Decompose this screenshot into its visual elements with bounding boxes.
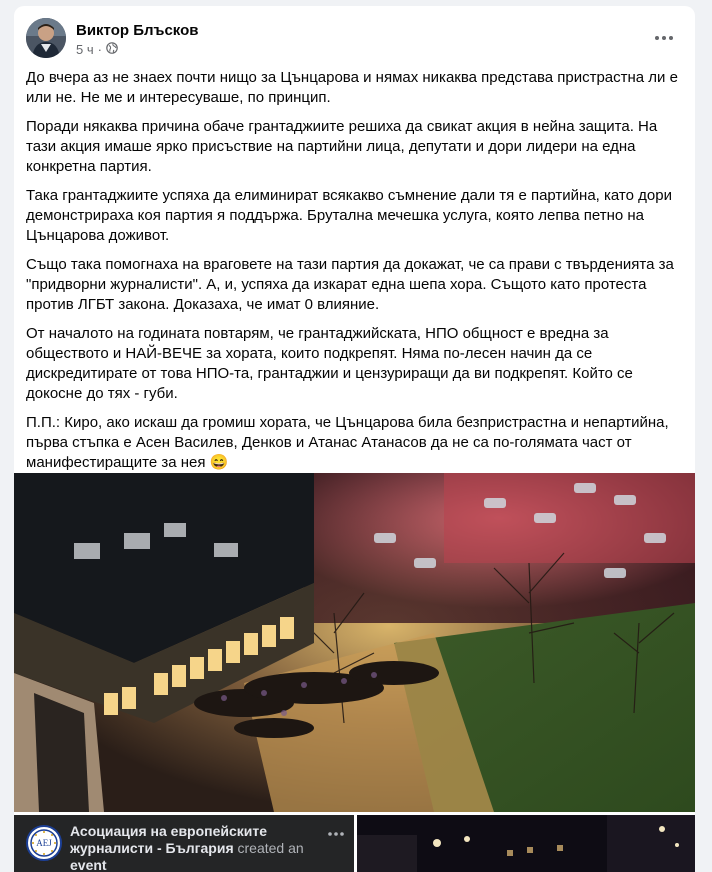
author-avatar[interactable] [26, 18, 66, 58]
globe-icon[interactable] [106, 42, 118, 57]
event-description [70, 823, 320, 872]
event-action: created an [237, 840, 304, 856]
meta-separator: · [97, 42, 102, 57]
post-body [26, 68, 686, 482]
event-link[interactable]: event [70, 857, 107, 872]
post-paragraph: Така грантаджиите успяха да елиминират всякакво съмнение дали тя е партийна, като дори демонстрираха коя партия я поддържа. Брутална мечешка услуга, която лепва петно на Цънцарова доживот. [26, 187, 672, 244]
post-paragraph: От началото на годината повтарям, че грантаджийската, НПО общност е вредна за обществото и НАЙ-ВЕЧЕ за хората, които подкрепят. Няма по-лесен начин да се дискредитирате от това НПО-та, грантаджии и цензуриращи да ви подкрепят. Който се докосне до тях - губи. [26, 325, 633, 402]
shared-event-card[interactable] [14, 815, 354, 872]
post-paragraph: Също така помогнаха на враговете на тази партия да докажат, че са прави с твърденията за "придворни журналисти". А, и, успяха да изкарат една шепа хора. Същото като протеста против ЛГБТ закона. Доказаха, че имат 0 влияние. [26, 256, 674, 313]
more-horizontal-icon[interactable] [328, 823, 344, 841]
post-paragraph: До вчера аз не знаех почти нищо за Цънцарова и нямах никаква представа пристрастна ли е или не. Не ме и интересуваше, по принцип. [26, 69, 678, 106]
organization-logo-text: AEJ [36, 838, 52, 848]
author-name[interactable]: Виктор Блъсков [76, 22, 199, 39]
post-card [14, 6, 695, 872]
attachments-row [14, 815, 695, 872]
organization-name[interactable]: Асоциация на европейските журналисти - България [70, 823, 268, 856]
organization-logo[interactable] [26, 825, 62, 861]
second-attachment-photo[interactable] [357, 815, 695, 872]
more-horizontal-icon[interactable] [649, 24, 679, 52]
post-paragraph: П.П.: Киро, ако искаш да громиш хората, че Цънцарова била безпристрастна и непартийна, първа стъпка е Асен Василев, Денков и Атанас Атанасов да не са по-голямата част от манифестиращите за нея 😄 [26, 414, 669, 471]
post-photo[interactable] [14, 473, 695, 812]
post-paragraph: Поради някаква причина обаче грантаджиите решиха да свикат акция в нейна защита. На тази акция имаше ярко присъствие на партийни лица, депутати и дори лидери на една конкретна партия. [26, 118, 658, 175]
post-time[interactable]: 5 ч [76, 42, 94, 57]
post-header [26, 18, 683, 58]
post-meta [76, 42, 118, 57]
